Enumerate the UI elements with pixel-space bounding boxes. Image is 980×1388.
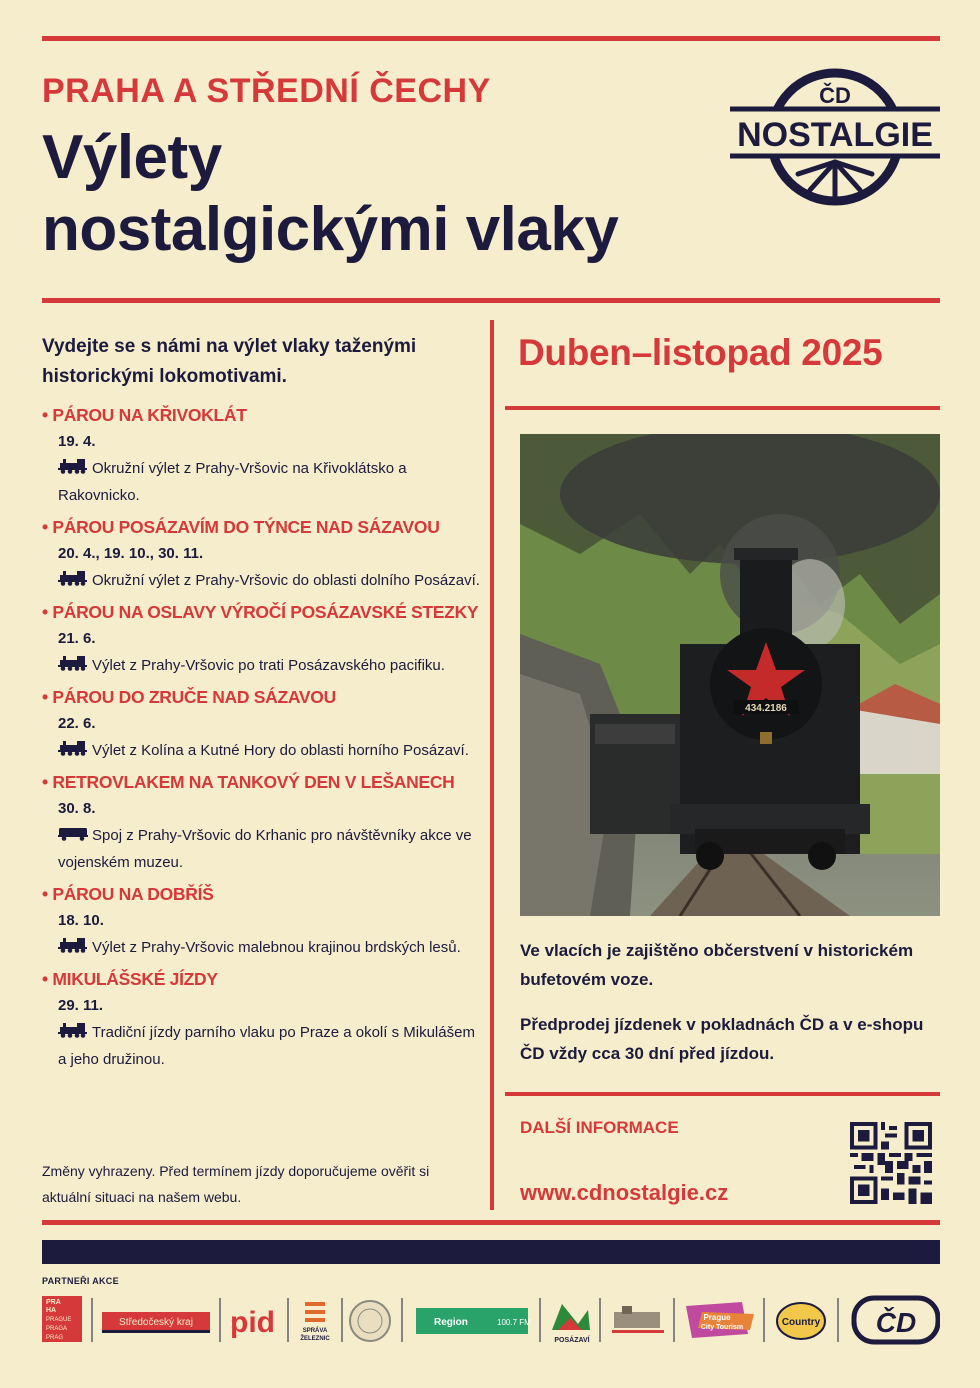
event-title: • PÁROU NA OSLAVY VÝROČÍ POSÁZAVSKÉ STEZKY xyxy=(42,602,479,622)
period-rule xyxy=(505,406,940,410)
event-description xyxy=(42,652,482,679)
event-title: • PÁROU NA DOBŘÍŠ xyxy=(42,884,214,904)
steam-train-photo xyxy=(520,434,940,916)
praha-logo-text-4: PRAGA xyxy=(46,1326,68,1332)
region-heading: PRAHA A STŘEDNÍ ČECHY xyxy=(42,72,491,110)
event-desc-text: Okružní výlet z Prahy-Vršovic do oblasti dolního Posázaví. xyxy=(92,572,480,589)
event-desc-text: Tradiční jízdy parního vlaku po Praze a okolí s Mikulášem a jeho družinou. xyxy=(58,1024,475,1068)
event-title: • MIKULÁŠSKÉ JÍZDY xyxy=(42,969,218,989)
event-title: • PÁROU POSÁZAVÍM DO TÝNCE NAD SÁZAVOU xyxy=(42,517,440,537)
title-line-1: Výlety xyxy=(42,123,222,192)
event-desc-text: Výlet z Prahy-Vršovic malebnou krajinou brdských lesů. xyxy=(92,939,461,956)
event-date: 29. 11. xyxy=(58,997,104,1014)
partners-label: PARTNEŘI AKCE xyxy=(42,1276,119,1286)
event-item xyxy=(42,966,482,1073)
event-description xyxy=(42,822,482,876)
title-line-2: nostalgickými vlaky xyxy=(42,195,619,264)
more-info-label: DALŠÍ INFORMACE xyxy=(520,1118,679,1137)
railcar-icon xyxy=(58,825,88,841)
event-date: 30. 8. xyxy=(58,800,96,817)
country-radio-logo xyxy=(777,1303,825,1339)
praha-logo xyxy=(42,1296,82,1342)
event-item xyxy=(42,769,482,876)
event-description xyxy=(42,1019,482,1073)
pid-logo: pid xyxy=(230,1306,275,1339)
steam-locomotive-icon xyxy=(58,655,88,671)
locomotive-number-plate: 434.2186 xyxy=(745,703,787,714)
region-radio-text: Region xyxy=(434,1317,468,1328)
partner-logos xyxy=(42,1294,940,1348)
footer-top-rule xyxy=(42,1220,940,1225)
steam-locomotive-icon xyxy=(58,1022,88,1038)
event-item xyxy=(42,881,482,961)
country-radio-text: Country xyxy=(781,1317,821,1328)
event-title: • PÁROU NA KŘIVOKLÁT xyxy=(42,405,247,425)
praha-logo-text-3: PRAGUE xyxy=(46,1317,72,1323)
region-radio-frequency: 100.7 FM xyxy=(497,1318,531,1327)
posazavi-logo xyxy=(552,1304,591,1344)
event-item xyxy=(42,514,482,594)
intro-text: Vydejte se s námi na výlet vlaky taženými historickými lokomotivami. xyxy=(42,336,417,387)
event-description xyxy=(42,455,482,509)
region-radio-logo xyxy=(416,1308,531,1334)
top-rule xyxy=(42,36,940,41)
event-desc-text: Výlet z Prahy-Vršovic po trati Posázavského pacifiku. xyxy=(92,657,445,674)
event-item xyxy=(42,599,482,679)
logo-top-text: ČD xyxy=(819,83,851,108)
column-divider xyxy=(490,320,494,1210)
event-date: 18. 10. xyxy=(58,912,104,929)
footer-bar xyxy=(42,1240,940,1264)
event-list xyxy=(42,402,482,1078)
event-item xyxy=(42,684,482,764)
presale-info: Předprodej jízdenek v pokladnách ČD a v e-shopu ČD vždy cca 30 dní před jízdou. xyxy=(520,1015,924,1063)
stredocesky-kraj-text: Středočeský kraj xyxy=(119,1317,193,1328)
event-date: 22. 6. xyxy=(58,715,96,732)
website-link[interactable]: www.cdnostalgie.cz xyxy=(520,1180,729,1205)
event-date: 19. 4. xyxy=(58,433,96,450)
event-desc-text: Okružní výlet z Prahy-Vršovic na Křivoklátsko a Rakovnicko. xyxy=(58,460,407,504)
event-date: 20. 4., 19. 10., 30. 11. xyxy=(58,545,204,562)
event-desc-text: Spoj z Prahy-Vršovic do Krhanic pro návštěvníky akce ve vojenském muzeu. xyxy=(58,827,472,871)
prague-city-tourism-logo xyxy=(686,1302,754,1338)
praha-logo-text-2: HA xyxy=(46,1307,57,1314)
steam-locomotive-icon xyxy=(58,570,88,586)
szd-line2: ŽELEZNIC xyxy=(300,1336,330,1342)
steam-locomotive-icon xyxy=(58,458,88,474)
prague-city-tourism-text-1: Prague xyxy=(703,1313,731,1322)
szd-line1: SPRÁVA xyxy=(302,1328,328,1334)
event-item xyxy=(42,402,482,509)
museum-seal-logo xyxy=(350,1301,390,1341)
cd-nostalgie-logo xyxy=(728,66,942,208)
page-title xyxy=(42,122,618,266)
qr-code[interactable] xyxy=(850,1122,932,1204)
logo-main-text: NOSTALGIE xyxy=(737,116,933,154)
disclaimer-note: Změny vyhrazeny. Před termínem jízdy doporučujeme ověřit si aktuální situaci na našem webu. xyxy=(42,1163,430,1205)
refreshments-info: Ve vlacích je zajištěno občerstvení v historickém bufetovém voze. xyxy=(520,941,914,989)
event-description xyxy=(42,567,482,594)
event-desc-text: Výlet z Kolína a Kutné Hory do oblasti horního Posázaví. xyxy=(92,742,469,759)
event-title: • PÁROU DO ZRUČE NAD SÁZAVOU xyxy=(42,687,336,707)
railway-museum-logo xyxy=(612,1306,664,1333)
praha-logo-text-5: PRAG xyxy=(46,1335,64,1341)
event-date: 21. 6. xyxy=(58,630,96,647)
header-bottom-rule xyxy=(42,298,940,303)
praha-logo-text-1: PRA xyxy=(46,1299,61,1306)
sprava-zeleznic-logo xyxy=(300,1302,330,1342)
season-period: Duben–listopad 2025 xyxy=(518,332,883,373)
event-description xyxy=(42,737,482,764)
posazavi-text: POSÁZAVÍ xyxy=(554,1337,590,1344)
event-description xyxy=(42,934,482,961)
steam-locomotive-icon xyxy=(58,937,88,953)
cd-logo-text: ČD xyxy=(875,1307,917,1338)
info-rule xyxy=(505,1092,940,1096)
steam-locomotive-icon xyxy=(58,740,88,756)
prague-city-tourism-text-2: City Tourism xyxy=(700,1324,744,1331)
stredocesky-kraj-logo xyxy=(102,1312,210,1333)
event-title: • RETROVLAKEM NA TANKOVÝ DEN V LEŠANECH xyxy=(42,772,455,792)
cd-logo xyxy=(854,1298,938,1342)
